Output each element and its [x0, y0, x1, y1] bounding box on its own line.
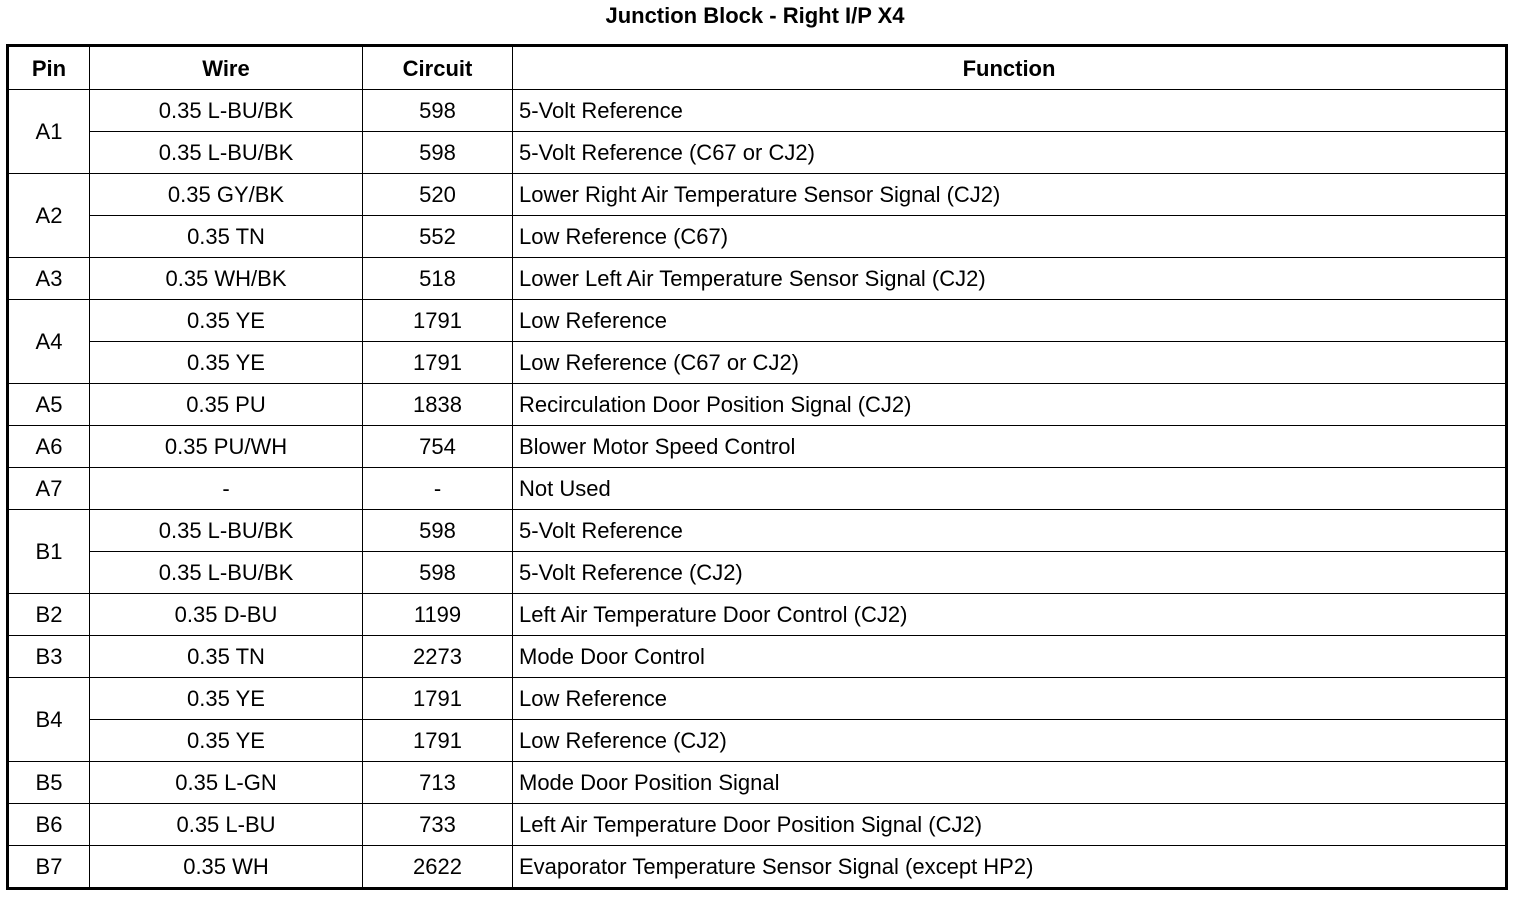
pin-cell: B5 — [8, 762, 90, 804]
table-row — [8, 384, 1507, 426]
table-row — [8, 174, 1507, 216]
wire-cell: 0.35 L-BU — [90, 804, 363, 846]
table-row — [8, 594, 1507, 636]
circuit-cell: 733 — [363, 804, 513, 846]
circuit-cell: 1791 — [363, 678, 513, 720]
table-row — [8, 804, 1507, 846]
pin-cell: B4 — [8, 678, 90, 762]
wire-cell: 0.35 L-BU/BK — [90, 132, 363, 174]
pin-cell: A4 — [8, 300, 90, 384]
circuit-cell: 598 — [363, 90, 513, 132]
table-row — [8, 846, 1507, 889]
table-row — [8, 90, 1507, 132]
function-cell: Not Used — [513, 468, 1507, 510]
circuit-cell: 1791 — [363, 300, 513, 342]
pinout-table — [6, 44, 1508, 890]
wire-cell: 0.35 L-BU/BK — [90, 552, 363, 594]
table-body — [8, 90, 1507, 889]
page-title: Junction Block - Right I/P X4 — [605, 3, 905, 28]
pin-cell: A1 — [8, 90, 90, 174]
header-function: Function — [513, 46, 1507, 90]
function-cell: Lower Right Air Temperature Sensor Signal (CJ2) — [513, 174, 1507, 216]
pin-cell: A5 — [8, 384, 90, 426]
circuit-cell: 2273 — [363, 636, 513, 678]
wire-cell: 0.35 PU/WH — [90, 426, 363, 468]
table-row — [8, 426, 1507, 468]
function-cell: Lower Left Air Temperature Sensor Signal (CJ2) — [513, 258, 1507, 300]
pin-cell: A6 — [8, 426, 90, 468]
wire-cell: - — [90, 468, 363, 510]
function-cell: Low Reference — [513, 678, 1507, 720]
function-cell: Low Reference (C67 or CJ2) — [513, 342, 1507, 384]
pin-cell: A7 — [8, 468, 90, 510]
table-row — [8, 216, 1507, 258]
function-cell: Mode Door Position Signal — [513, 762, 1507, 804]
table-row — [8, 132, 1507, 174]
table-row — [8, 678, 1507, 720]
circuit-cell: 552 — [363, 216, 513, 258]
table-row — [8, 510, 1507, 552]
table-row — [8, 636, 1507, 678]
wire-cell: 0.35 TN — [90, 216, 363, 258]
circuit-cell: 2622 — [363, 846, 513, 889]
header-row — [8, 46, 1507, 90]
function-cell: Low Reference (C67) — [513, 216, 1507, 258]
table-row — [8, 720, 1507, 762]
table-header — [8, 46, 1507, 90]
wire-cell: 0.35 YE — [90, 720, 363, 762]
pin-cell: B2 — [8, 594, 90, 636]
pin-cell: A3 — [8, 258, 90, 300]
circuit-cell: 1199 — [363, 594, 513, 636]
wire-cell: 0.35 YE — [90, 678, 363, 720]
wire-cell: 0.35 L-GN — [90, 762, 363, 804]
table-row — [8, 468, 1507, 510]
wire-cell: 0.35 YE — [90, 300, 363, 342]
circuit-cell: 598 — [363, 552, 513, 594]
circuit-cell: 598 — [363, 510, 513, 552]
function-cell: 5-Volt Reference — [513, 510, 1507, 552]
table-row — [8, 552, 1507, 594]
function-cell: 5-Volt Reference (C67 or CJ2) — [513, 132, 1507, 174]
circuit-cell: 1838 — [363, 384, 513, 426]
table-row — [8, 762, 1507, 804]
function-cell: Left Air Temperature Door Position Signal (CJ2) — [513, 804, 1507, 846]
circuit-cell: 1791 — [363, 720, 513, 762]
function-cell: Evaporator Temperature Sensor Signal (except HP2) — [513, 846, 1507, 889]
wire-cell: 0.35 YE — [90, 342, 363, 384]
header-circuit: Circuit — [363, 46, 513, 90]
table-row — [8, 342, 1507, 384]
circuit-cell: - — [363, 468, 513, 510]
header-wire: Wire — [90, 46, 363, 90]
circuit-cell: 754 — [363, 426, 513, 468]
circuit-cell: 598 — [363, 132, 513, 174]
circuit-cell: 520 — [363, 174, 513, 216]
function-cell: Left Air Temperature Door Control (CJ2) — [513, 594, 1507, 636]
circuit-cell: 1791 — [363, 342, 513, 384]
wire-cell: 0.35 D-BU — [90, 594, 363, 636]
pin-cell: B6 — [8, 804, 90, 846]
pin-cell: B1 — [8, 510, 90, 594]
function-cell: Low Reference (CJ2) — [513, 720, 1507, 762]
function-cell: Low Reference — [513, 300, 1507, 342]
function-cell: Mode Door Control — [513, 636, 1507, 678]
function-cell: 5-Volt Reference — [513, 90, 1507, 132]
circuit-cell: 518 — [363, 258, 513, 300]
wire-cell: 0.35 WH — [90, 846, 363, 889]
circuit-cell: 713 — [363, 762, 513, 804]
wire-cell: 0.35 GY/BK — [90, 174, 363, 216]
header-pin: Pin — [8, 46, 90, 90]
wire-cell: 0.35 TN — [90, 636, 363, 678]
function-cell: Blower Motor Speed Control — [513, 426, 1507, 468]
pin-cell: A2 — [8, 174, 90, 258]
wire-cell: 0.35 PU — [90, 384, 363, 426]
pin-cell: B3 — [8, 636, 90, 678]
pin-cell: B7 — [8, 846, 90, 889]
function-cell: Recirculation Door Position Signal (CJ2) — [513, 384, 1507, 426]
wire-cell: 0.35 WH/BK — [90, 258, 363, 300]
wire-cell: 0.35 L-BU/BK — [90, 90, 363, 132]
function-cell: 5-Volt Reference (CJ2) — [513, 552, 1507, 594]
table-row — [8, 300, 1507, 342]
wire-cell: 0.35 L-BU/BK — [90, 510, 363, 552]
table-row — [8, 258, 1507, 300]
